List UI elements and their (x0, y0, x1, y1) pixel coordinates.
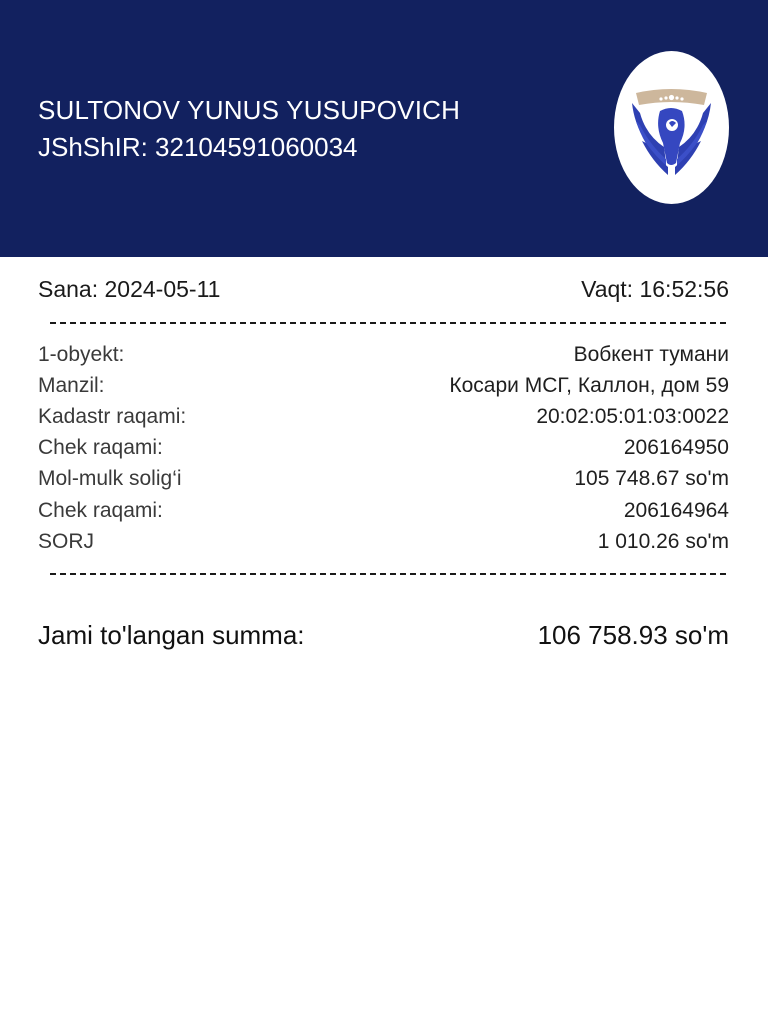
detail-value: 206164950 (623, 436, 729, 459)
eagle-emblem-icon (614, 51, 729, 204)
detail-label: 1-obyekt: (38, 343, 125, 366)
detail-value: Косари МСГ, Каллон, дом 59 (449, 374, 729, 397)
payer-tax-id: JShShIR: 32104591060034 (38, 132, 358, 162)
receipt-time: Vaqt: 16:52:56 (581, 276, 729, 302)
detail-value: 105 748.67 so'm (574, 467, 729, 490)
detail-row (38, 341, 729, 369)
detail-row (38, 497, 729, 525)
dashed-divider (50, 573, 726, 575)
detail-label: Chek raqami: (38, 436, 163, 459)
detail-label: Chek raqami: (38, 499, 163, 522)
detail-value: 1 010.26 so'm (597, 530, 729, 553)
detail-row (38, 465, 729, 493)
total-row (38, 618, 729, 652)
total-amount: 106 758.93 so'm (537, 620, 729, 650)
detail-label: Mol-mulk solig‘i (38, 467, 182, 490)
detail-label: Manzil: (38, 374, 105, 397)
detail-value: 20:02:05:01:03:0022 (536, 405, 729, 428)
detail-row (38, 528, 729, 556)
date-time-row (38, 274, 729, 304)
detail-value: 206164964 (623, 499, 729, 522)
detail-value: Вобкент тумани (573, 343, 729, 366)
detail-row (38, 372, 729, 400)
receipt-date: Sana: 2024-05-11 (38, 276, 221, 302)
payer-name: SULTONOV YUNUS YUSUPOVICH (38, 95, 461, 125)
total-label: Jami to'langan summa: (38, 620, 305, 650)
detail-row (38, 434, 729, 462)
detail-label: SORJ (38, 530, 95, 553)
detail-label: Kadastr raqami: (38, 405, 187, 428)
receipt-header (0, 0, 768, 257)
detail-row (38, 403, 729, 431)
dashed-divider (50, 322, 726, 324)
